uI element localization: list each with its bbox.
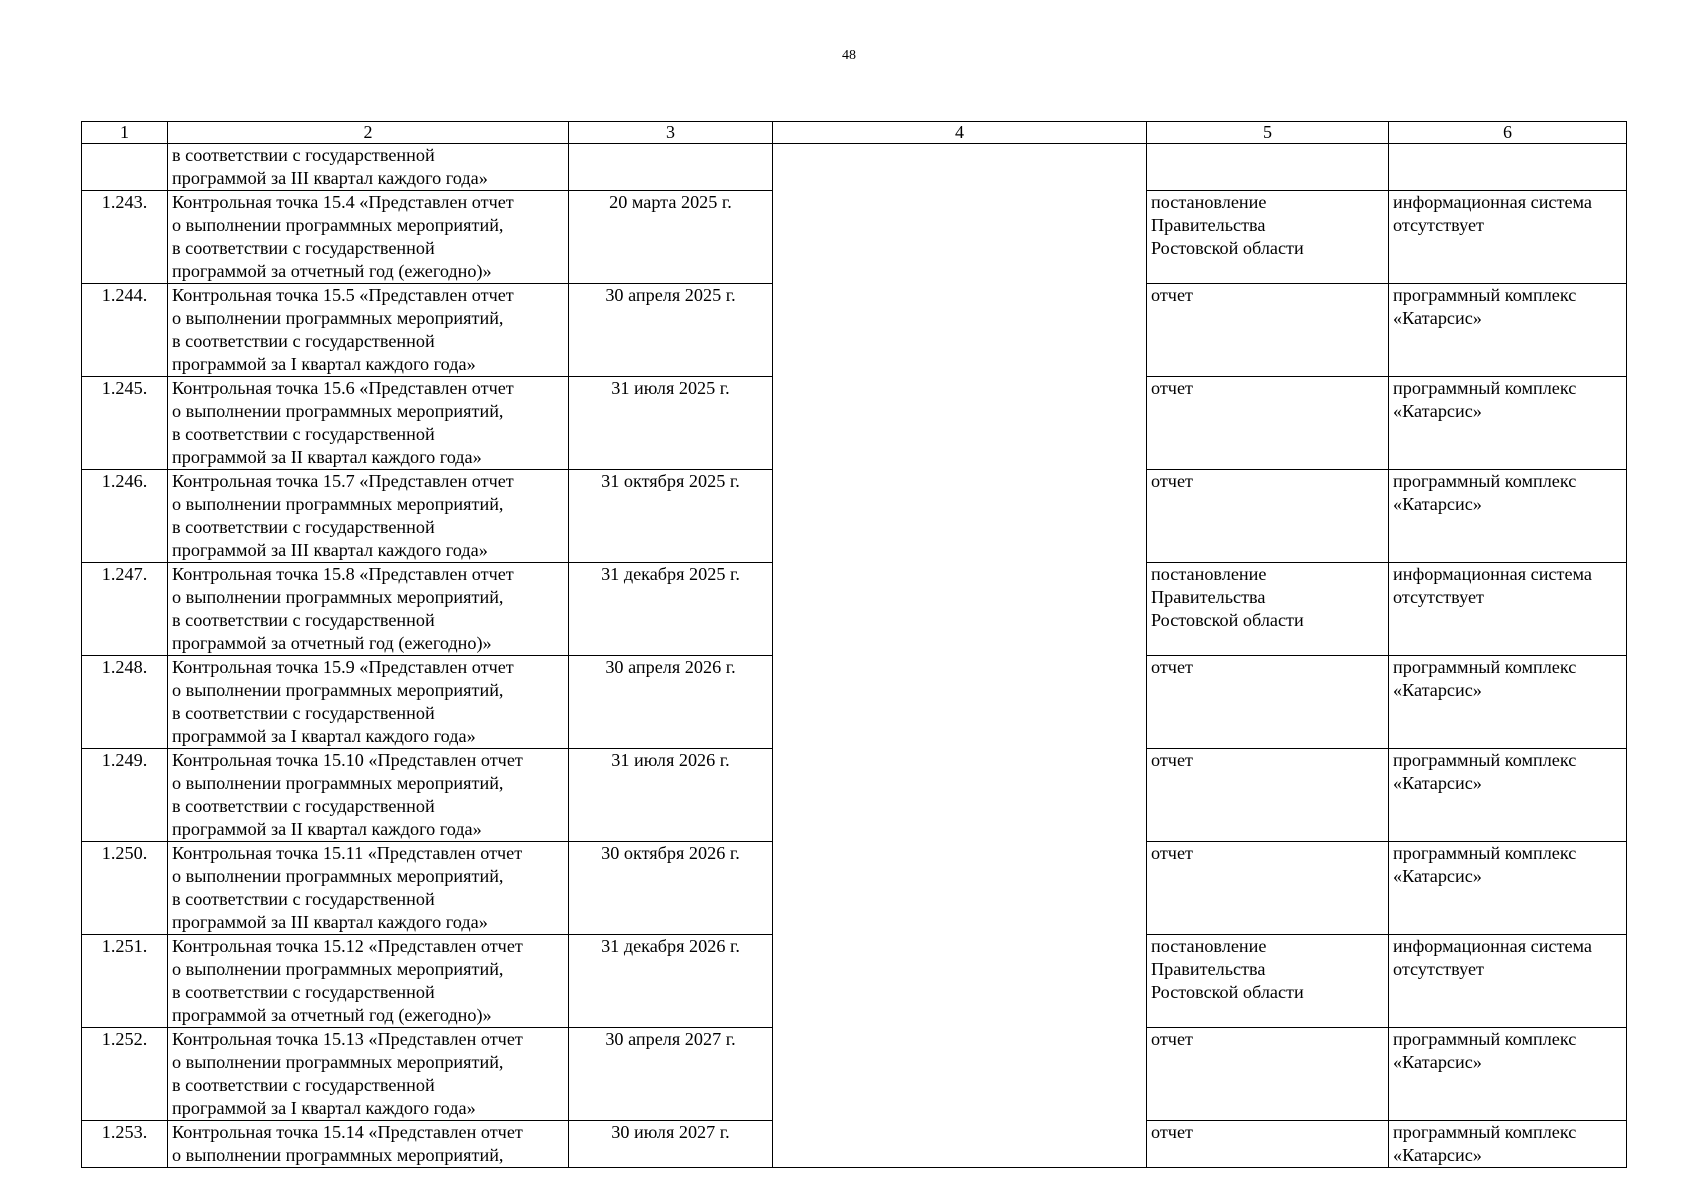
row-number-cell: 1.244.: [82, 284, 168, 377]
document-type-cell: [1147, 935, 1389, 1028]
document-type-cell: [1147, 191, 1389, 284]
control-point-text-line: о выполнении программных мероприятий,: [172, 959, 504, 979]
column-number-row: [82, 122, 1627, 144]
column-number-1: 1: [82, 122, 168, 144]
deadline-date-cell: 30 июля 2027 г.: [569, 1121, 773, 1168]
information-system-cell: [1389, 144, 1627, 191]
document-type-cell: [1147, 749, 1389, 842]
document-type-cell: [1147, 1028, 1389, 1121]
deadline-date-cell: 31 декабря 2026 г.: [569, 935, 773, 1028]
row-number-cell: 1.251.: [82, 935, 168, 1028]
document-type-line: Правительства: [1151, 215, 1266, 235]
control-point-text-line: программой за III квартал каждого года»: [172, 168, 488, 188]
document-type-line: Правительства: [1151, 959, 1266, 979]
control-point-text-line: о выполнении программных мероприятий,: [172, 215, 504, 235]
information-system-line: «Катарсис»: [1393, 1145, 1482, 1165]
deadline-date-cell: 31 июля 2025 г.: [569, 377, 773, 470]
information-system-cell: [1389, 842, 1627, 935]
control-point-text-line: в соответствии с государственной: [172, 889, 435, 909]
row-number-cell: 1.245.: [82, 377, 168, 470]
document-type-cell: [1147, 842, 1389, 935]
row-number-cell: [82, 144, 168, 191]
information-system-line: программный комплекс: [1393, 750, 1577, 770]
control-point-text-line: программой за отчетный год (ежегодно)»: [172, 261, 492, 281]
page-number: 48: [842, 48, 856, 63]
control-point-text-cell: [168, 749, 569, 842]
information-system-line: программный комплекс: [1393, 471, 1577, 491]
document-type-cell: [1147, 284, 1389, 377]
information-system-line: информационная система: [1393, 192, 1592, 212]
information-system-cell: [1389, 656, 1627, 749]
document-type-cell: [1147, 377, 1389, 470]
control-point-text-cell: [168, 842, 569, 935]
column-number-4: 4: [773, 122, 1147, 144]
document-type-line: постановление: [1151, 192, 1267, 212]
document-type-cell: [1147, 144, 1389, 191]
control-point-text-line: программой за отчетный год (ежегодно)»: [172, 633, 492, 653]
deadline-date-cell: 30 октября 2026 г.: [569, 842, 773, 935]
row-number-cell: 1.243.: [82, 191, 168, 284]
control-point-text-line: в соответствии с государственной: [172, 331, 435, 351]
document-type-line: отчет: [1151, 657, 1193, 677]
row-number-cell: 1.253.: [82, 1121, 168, 1168]
column-number-2: 2: [168, 122, 569, 144]
information-system-cell: [1389, 284, 1627, 377]
control-point-text-line: в соответствии с государственной: [172, 238, 435, 258]
information-system-line: программный комплекс: [1393, 1122, 1577, 1142]
information-system-cell: [1389, 1028, 1627, 1121]
document-type-cell: [1147, 563, 1389, 656]
control-point-text-line: программой за I квартал каждого года»: [172, 726, 476, 746]
document-type-line: отчет: [1151, 378, 1193, 398]
control-point-text-cell: [168, 656, 569, 749]
control-point-text-line: о выполнении программных мероприятий,: [172, 1145, 504, 1165]
control-point-text-line: в соответствии с государственной: [172, 982, 435, 1002]
control-point-text-line: о выполнении программных мероприятий,: [172, 773, 504, 793]
control-point-text-line: в соответствии с государственной: [172, 703, 435, 723]
control-point-text-cell: [168, 1121, 569, 1168]
information-system-cell: [1389, 470, 1627, 563]
column-number-6: 6: [1389, 122, 1627, 144]
document-type-cell: [1147, 656, 1389, 749]
information-system-line: отсутствует: [1393, 215, 1484, 235]
information-system-line: программный комплекс: [1393, 285, 1577, 305]
document-type-line: постановление: [1151, 936, 1267, 956]
row-number-cell: 1.250.: [82, 842, 168, 935]
deadline-date-cell: 20 марта 2025 г.: [569, 191, 773, 284]
information-system-line: отсутствует: [1393, 587, 1484, 607]
control-point-text-line: программой за III квартал каждого года»: [172, 540, 488, 560]
control-point-text-line: программой за I квартал каждого года»: [172, 354, 476, 374]
information-system-line: «Катарсис»: [1393, 308, 1482, 328]
control-point-text-line: в соответствии с государственной: [172, 1075, 435, 1095]
document-type-line: отчет: [1151, 1122, 1193, 1142]
control-point-text-line: о выполнении программных мероприятий,: [172, 680, 504, 700]
control-point-text-cell: [168, 1028, 569, 1121]
control-point-text-line: программой за I квартал каждого года»: [172, 1098, 476, 1118]
control-point-text-line: в соответствии с государственной: [172, 145, 435, 165]
information-system-cell: [1389, 1121, 1627, 1168]
control-point-text-line: программой за отчетный год (ежегодно)»: [172, 1005, 492, 1025]
column-number-3: 3: [569, 122, 773, 144]
control-point-text-line: Контрольная точка 15.14 «Представлен отчет: [172, 1122, 523, 1142]
control-point-text-line: о выполнении программных мероприятий,: [172, 1052, 504, 1072]
control-point-text-line: в соответствии с государственной: [172, 517, 435, 537]
control-point-text-line: Контрольная точка 15.10 «Представлен отчет: [172, 750, 523, 770]
information-system-line: «Катарсис»: [1393, 773, 1482, 793]
document-type-line: Ростовской области: [1151, 982, 1304, 1002]
information-system-cell: [1389, 191, 1627, 284]
information-system-line: программный комплекс: [1393, 657, 1577, 677]
control-point-text-cell: [168, 470, 569, 563]
control-point-text-line: Контрольная точка 15.5 «Представлен отчет: [172, 285, 514, 305]
document-type-line: Правительства: [1151, 587, 1266, 607]
document-type-line: отчет: [1151, 750, 1193, 770]
information-system-line: информационная система: [1393, 936, 1592, 956]
deadline-date-cell: 31 июля 2026 г.: [569, 749, 773, 842]
deadline-date-cell: 31 октября 2025 г.: [569, 470, 773, 563]
control-point-text-line: о выполнении программных мероприятий,: [172, 866, 504, 886]
column-number-5: 5: [1147, 122, 1389, 144]
control-point-text-line: о выполнении программных мероприятий,: [172, 587, 504, 607]
control-point-text-line: программой за III квартал каждого года»: [172, 912, 488, 932]
control-point-text-line: Контрольная точка 15.12 «Представлен отчет: [172, 936, 523, 956]
document-type-cell: [1147, 470, 1389, 563]
control-point-text-cell: [168, 144, 569, 191]
information-system-line: «Катарсис»: [1393, 680, 1482, 700]
deadline-date-cell: 30 апреля 2027 г.: [569, 1028, 773, 1121]
document-type-cell: [1147, 1121, 1389, 1168]
control-point-text-line: Контрольная точка 15.6 «Представлен отчет: [172, 378, 514, 398]
information-system-line: программный комплекс: [1393, 843, 1577, 863]
document-type-line: отчет: [1151, 843, 1193, 863]
deadline-date-cell: 30 апреля 2026 г.: [569, 656, 773, 749]
information-system-line: «Катарсис»: [1393, 494, 1482, 514]
row-number-cell: 1.249.: [82, 749, 168, 842]
document-type-line: отчет: [1151, 285, 1193, 305]
control-point-text-line: Контрольная точка 15.9 «Представлен отчет: [172, 657, 514, 677]
row-number-cell: 1.246.: [82, 470, 168, 563]
table-row: [82, 144, 1627, 191]
information-system-line: отсутствует: [1393, 959, 1484, 979]
control-point-text-line: программой за II квартал каждого года»: [172, 819, 482, 839]
information-system-cell: [1389, 935, 1627, 1028]
information-system-cell: [1389, 377, 1627, 470]
responsible-executor-cell: [773, 144, 1147, 1168]
deadline-date-cell: 30 апреля 2025 г.: [569, 284, 773, 377]
information-system-cell: [1389, 563, 1627, 656]
information-system-line: «Катарсис»: [1393, 1052, 1482, 1072]
information-system-line: информационная система: [1393, 564, 1592, 584]
control-point-text-line: Контрольная точка 15.7 «Представлен отчет: [172, 471, 514, 491]
control-point-text-line: Контрольная точка 15.8 «Представлен отчет: [172, 564, 514, 584]
control-point-text-line: в соответствии с государственной: [172, 610, 435, 630]
row-number-cell: 1.247.: [82, 563, 168, 656]
control-point-text-line: Контрольная точка 15.11 «Представлен отчет: [172, 843, 523, 863]
document-type-line: отчет: [1151, 1029, 1193, 1049]
deadline-date-cell: [569, 144, 773, 191]
control-point-text-cell: [168, 935, 569, 1028]
row-number-cell: 1.252.: [82, 1028, 168, 1121]
control-point-text-line: о выполнении программных мероприятий,: [172, 401, 504, 421]
control-point-text-line: в соответствии с государственной: [172, 796, 435, 816]
control-point-text-cell: [168, 284, 569, 377]
document-type-line: Ростовской области: [1151, 610, 1304, 630]
control-point-text-line: Контрольная точка 15.4 «Представлен отчет: [172, 192, 514, 212]
document-type-line: отчет: [1151, 471, 1193, 491]
control-point-text-cell: [168, 191, 569, 284]
control-point-text-line: Контрольная точка 15.13 «Представлен отчет: [172, 1029, 523, 1049]
information-system-line: программный комплекс: [1393, 378, 1577, 398]
document-type-line: постановление: [1151, 564, 1267, 584]
document-type-line: Ростовской области: [1151, 238, 1304, 258]
information-system-cell: [1389, 749, 1627, 842]
control-points-table: [81, 121, 1627, 1168]
information-system-line: «Катарсис»: [1393, 401, 1482, 421]
control-point-text-line: программой за II квартал каждого года»: [172, 447, 482, 467]
information-system-line: «Катарсис»: [1393, 866, 1482, 886]
control-point-text-line: о выполнении программных мероприятий,: [172, 494, 504, 514]
control-point-text-cell: [168, 377, 569, 470]
information-system-line: программный комплекс: [1393, 1029, 1577, 1049]
control-point-text-line: о выполнении программных мероприятий,: [172, 308, 504, 328]
row-number-cell: 1.248.: [82, 656, 168, 749]
deadline-date-cell: 31 декабря 2025 г.: [569, 563, 773, 656]
control-point-text-cell: [168, 563, 569, 656]
control-point-text-line: в соответствии с государственной: [172, 424, 435, 444]
